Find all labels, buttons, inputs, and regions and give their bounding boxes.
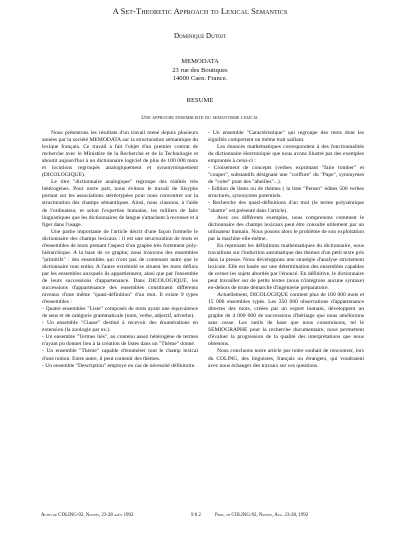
list-item: - Un ensemble "Caractéristique" qui regroupe des mots dont les signifiés comportent un même trait saillant. bbox=[208, 130, 364, 144]
list-item: - Croisement de concepts (verbes exprimant "faire tomber" et "couper", substantifs désignant une "coiffure" du "Pape", synonymes de "voler" pour des "abeilles"...). bbox=[208, 165, 364, 186]
affiliation-street: 23 rue des Boutiques bbox=[172, 66, 228, 74]
resume-subheading: Une approche ensembliste du semantisme lexical bbox=[141, 115, 259, 121]
paragraph: Le titre "dictionnaire analogique" regroupe des réalités très hétérogènes. Pour notre part, nous évitons le travail de Sisyphe portant sur les associations stéréotypées pour nous concentrer sur la structuration des champs sémantiques. Ainsi, nous classons, à l'aide de l'ordinateur, et selon l'expertise humaine, les milliers de faits linguistiques que les dictionnaires de langue s'attachent à recenser et à figer dans l'usage. bbox=[42, 179, 198, 228]
list-item: - Un ensemble "Description" employé en cas de nécessité définitoire. bbox=[42, 362, 196, 369]
affiliation-city: 14000 Caen. France. bbox=[172, 75, 228, 83]
list-item: - Quatre ensembles "Liste" composés de mots ayant une équivalence de sens et de catégorie grammaticale (nom, verbe, adjectif, adverbe). bbox=[42, 306, 198, 320]
resume-heading: RESUME bbox=[186, 97, 214, 104]
list-item: - Recherche des quasi-définitions d'un mot (le terme polysémique "abattre" est présenté dans l'article). bbox=[208, 200, 364, 214]
affiliation-block bbox=[0, 58, 400, 84]
page-footer bbox=[0, 513, 400, 523]
affiliation-org: MEMODATA bbox=[181, 58, 219, 65]
paragraph: Les énoncés mathématiques correspondent à des fonctionnalités du dictionnaire électronique que nous avons illustré par des exemples empruntés à celui-ci : bbox=[208, 144, 364, 165]
right-column bbox=[208, 130, 364, 370]
paragraph: Avec ces différents exemples, nous comprenons comment le dictionnaire des champs lexicaux peut être consulté utilement par un utilisateur humain. Nous posons alors le problème de son exploitation par la machine elle-même. bbox=[208, 214, 364, 242]
paragraph: Une partie importante de l'article décrit d'une façon formelle le dictionnaire des champs lexicaux : il est une structuration de mots et d'ensembles de mots prenant l'aspect d'un graphe très fortement poly-hiérarchique. A la base de ce graphe, nous trouvons des ensembles "primitifs" : des ensembles qui n'ont pas de contenant autre que le dictionnaire tout entier. A l'autre extrémité se situent les mots définis par les ensembles auxquels ils appartiennent, ainsi que par l'ensemble de leurs successions d'appartenance. Dans DICOLOGIQUE, les successions d'appartenance des ensembles constituent différents niveaux d'une même "quasi-définition" d'un mot. Il existe 9 types d'ensembles : bbox=[42, 228, 198, 306]
left-column bbox=[42, 130, 198, 370]
paragraph: Nous présentons les résultats d'un travail mené depuis plusieurs années par la société MEMODATA sur la structuration sémantique du lexique français. Ce travail a fait l'objet d'un premier contrat de recherche avec le Ministère de la Recherche et de la Technologie et aboutit aujourd'hui à un dictionnaire logiciel de plus de 100 000 mots et locutions regroupés analogiquement et synonymiquement (DICOLOGIQUE). bbox=[42, 130, 198, 179]
list-item: - Un ensemble "Classe" destiné à recevoir des énumérations en extension (la zoologie par ex.). bbox=[42, 320, 198, 334]
paragraph: En reprenant les définitions mathématiques du dictionnaire, nous travaillons sur l'induction automatique des thèmes d'un petit texte pris dans la presse. Nous développons une stratégie d'analyse strictement lexicale. Elle est basée sur une détermination des ensembles capables de cerner les sujets abordés par l'énoncé. En définitive, le dictionnaire peut travailler sur de petits textes (nous n'intégrons aucune syntaxe) en-dehors de toute démarche d'ingénierie préparatoire. bbox=[208, 242, 364, 292]
paragraph: Actuellement, DICOLOGIQUE contient plus de 100 000 mots et 15 000 ensembles typés. Les 350 000 observations d'appartenance directes des mots, créées par un expert humain, développent un graphe de 4 000 000 de successions d'héritage que nous améliorons sans cesse. Les outils de base que nous construisons, tel le SEMIOGRAPHE pour la recherche documentaire, nous permettent d'évaluer la progression de la qualité des interprétations que nous obtenons. bbox=[208, 292, 364, 348]
paper-title: A Set-Theoretic Approach to Lexical Semantics bbox=[112, 6, 288, 16]
list-item: - Edition de listes ou de thèmes ( la liste "Penser" édites 500 verbes structurés, synonymes potentiels. bbox=[208, 186, 364, 200]
footer-proceedings-fr: Actes de COLING-92, Nantes, 23-28 août 1992 bbox=[41, 513, 134, 518]
page-number: 9 8 2 bbox=[191, 513, 201, 518]
list-item: - Un ensemble "Thème" capable d'énumérer tout le champ lexical d'une notion. Entre autre, il peut contenir des thèmes. bbox=[42, 348, 198, 362]
author-name: Dominique Dutoit bbox=[173, 32, 227, 40]
paragraph: Nous concluons notre article par notre souhait de rencontrer, lors du COLING, des linguistes, français ou étrangers, qui voudraient avec nous échanger des travaux sur ces questions. bbox=[208, 348, 364, 369]
footer-proceedings-en: Proc. of COLING-92, Nantes, Aug. 23-28, 1992 bbox=[215, 513, 309, 518]
list-item: - Un ensemble "Termes liés", au contenu assez hétérogène de termes n'ayant pu donner lieu à la création de listes dans un "Thème" donné. bbox=[42, 334, 198, 348]
